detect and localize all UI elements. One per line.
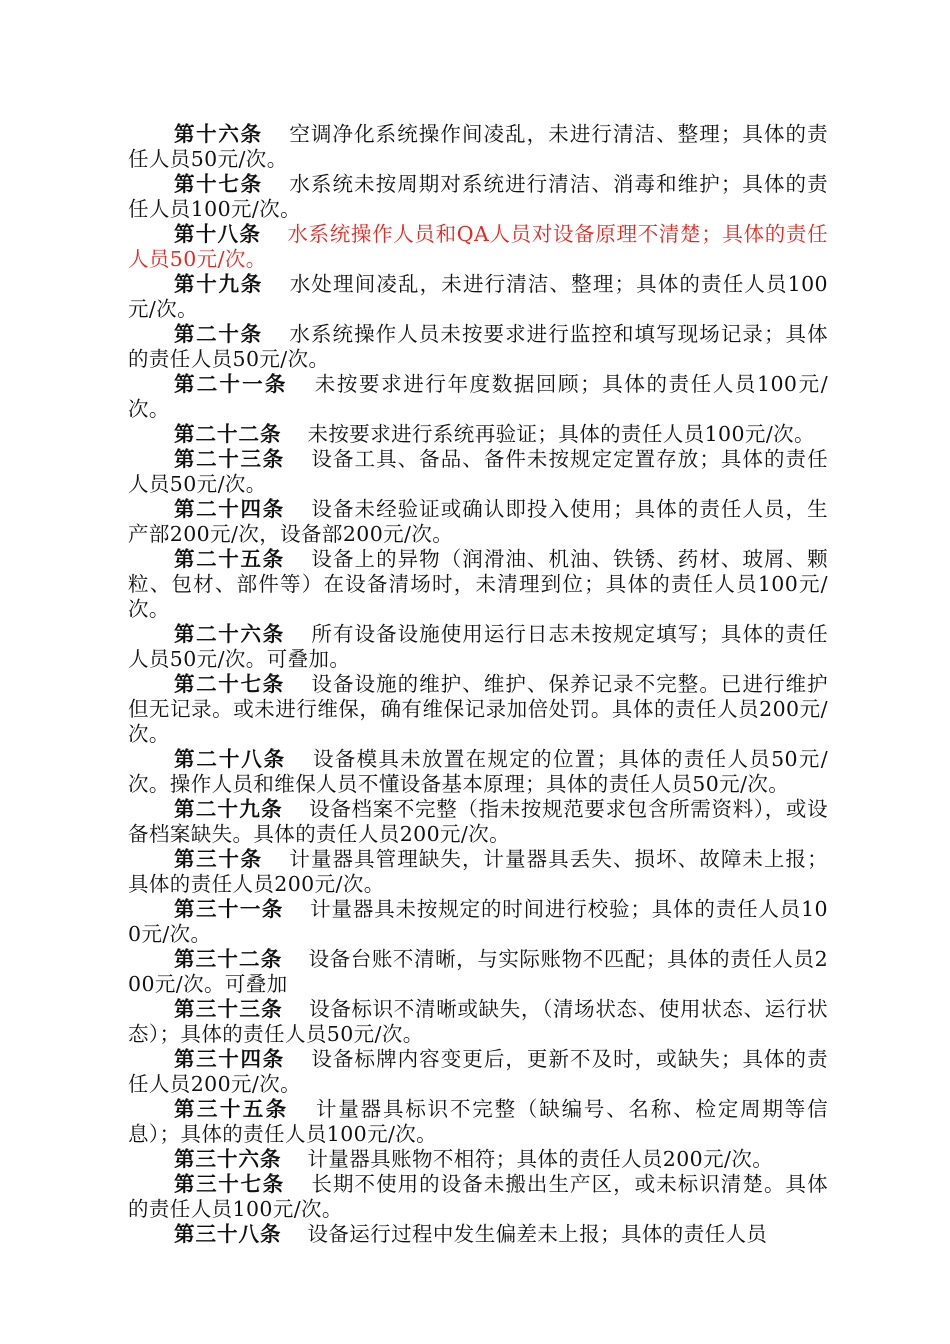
article-text: 设备档案不完整（指未按规范要求包含所需资料），或设备档案缺失。具体的责任人员200元/次。 (128, 797, 828, 846)
article-paragraph (128, 222, 828, 272)
article-text: 设备运行过程中发生偏差未上报；具体的责任人员 (307, 1222, 768, 1246)
article-text: 计量器具管理缺失，计量器具丢失、损坏、故障未上报；具体的责任人员200元/次。 (128, 847, 829, 896)
article-number: 第三十一条 (174, 897, 284, 921)
article-text: 计量器具账物不相符；具体的责任人员200元/次。 (307, 1147, 774, 1171)
article-text: 设备标识不清晰或缺失，（清场状态、使用状态、运行状态）；具体的责任人员50元/次。 (128, 997, 828, 1046)
article-text: 水系统操作人员未按要求进行监控和填写现场记录；具体的责任人员50元/次。 (128, 322, 829, 371)
article-paragraph (128, 322, 828, 372)
article-text: 长期不使用的设备未搬出生产区，或未标识清楚。具体的责任人员100元/次。 (128, 1172, 828, 1221)
article-number: 第二十八条 (174, 747, 287, 771)
article-number: 第十九条 (174, 272, 263, 296)
article-number: 第十八条 (174, 222, 262, 246)
article-text: 设备模具未放置在规定的位置；具体的责任人员50元/次。操作人员和维保人员不懂设备基本原理；具体的责任人员50元/次。 (128, 747, 828, 796)
article-number: 第二十一条 (174, 372, 288, 396)
article-paragraph (128, 1097, 828, 1147)
article-paragraph (128, 1172, 828, 1222)
article-number: 第三十条 (174, 847, 263, 871)
article-text: 未按要求进行系统再验证；具体的责任人员100元/次。 (307, 422, 815, 446)
article-number: 第三十三条 (174, 997, 283, 1021)
article-text: 设备工具、备品、备件未按规定定置存放；具体的责任人员50元/次。 (128, 447, 828, 496)
article-paragraph (128, 897, 828, 947)
article-paragraph (128, 622, 828, 672)
article-paragraph (128, 1147, 828, 1172)
article-paragraph (128, 797, 828, 847)
article-text: 水处理间凌乱，未进行清洁、整理；具体的责任人员100元/次。 (128, 272, 828, 321)
regulation-body (128, 122, 828, 1247)
article-text: 计量器具未按规定的时间进行校验；具体的责任人员100元/次。 (128, 897, 828, 946)
article-text: 水系统未按周期对系统进行清洁、消毒和维护；具体的责任人员100元/次。 (128, 172, 829, 221)
article-number: 第二十三条 (174, 447, 285, 471)
article-number: 第三十二条 (174, 947, 283, 971)
article-paragraph (128, 997, 828, 1047)
article-paragraph (128, 1047, 828, 1097)
article-paragraph (128, 947, 828, 997)
article-number: 第三十七条 (174, 1172, 285, 1196)
article-number: 第十七条 (174, 172, 263, 196)
article-paragraph (128, 447, 828, 497)
article-number: 第二十二条 (174, 422, 282, 446)
article-text: 未按要求进行年度数据回顾；具体的责任人员100元/次。 (128, 372, 829, 421)
article-paragraph (128, 672, 828, 747)
article-number: 第三十四条 (174, 1047, 285, 1071)
article-number: 第二十七条 (174, 672, 285, 696)
article-text: 设备设施的维护、维护、保养记录不完整。已进行维护但无记录。或未进行维保，确有维保记录加倍处罚。具体的责任人员200元/次。 (128, 672, 828, 746)
article-paragraph (128, 847, 828, 897)
article-text: 计量器具标识不完整（缺编号、名称、检定周期等信息）；具体的责任人员100元/次。 (128, 1097, 828, 1146)
article-paragraph (128, 747, 828, 797)
article-number: 第三十五条 (174, 1097, 289, 1121)
article-text: 设备上的异物（润滑油、机油、铁锈、药材、玻屑、颗粒、包材、部件等）在设备清场时，未清理到位；具体的责任人员100元/次。 (128, 547, 828, 621)
article-number: 第二十条 (174, 322, 263, 346)
article-paragraph (128, 122, 828, 172)
article-number: 第二十五条 (174, 547, 285, 571)
article-number: 第三十八条 (174, 1222, 282, 1246)
article-text: 所有设备设施使用运行日志未按规定填写；具体的责任人员50元/次。可叠加。 (128, 622, 828, 671)
article-number: 第二十四条 (174, 497, 285, 521)
article-paragraph (128, 172, 828, 222)
article-paragraph (128, 422, 828, 447)
article-paragraph (128, 547, 828, 622)
article-text: 空调净化系统操作间凌乱，未进行清洁、整理；具体的责任人员50元/次。 (128, 122, 829, 171)
article-paragraph (128, 497, 828, 547)
article-text: 水系统操作人员和QA人员对设备原理不清楚；具体的责任人员50元/次。 (128, 222, 829, 271)
article-paragraph (128, 1222, 828, 1247)
article-paragraph (128, 272, 828, 322)
article-number: 第十六条 (174, 122, 263, 146)
article-text: 设备未经验证或确认即投入使用；具体的责任人员，生产部200元/次，设备部200元/次。 (128, 497, 828, 546)
article-text: 设备标牌内容变更后，更新不及时，或缺失；具体的责任人员200元/次。 (128, 1047, 828, 1096)
article-number: 第三十六条 (174, 1147, 282, 1171)
article-number: 第二十九条 (174, 797, 283, 821)
article-number: 第二十六条 (174, 622, 285, 646)
article-paragraph (128, 372, 828, 422)
article-text: 设备台账不清晰，与实际账物不匹配；具体的责任人员200元/次。可叠加 (128, 947, 829, 996)
